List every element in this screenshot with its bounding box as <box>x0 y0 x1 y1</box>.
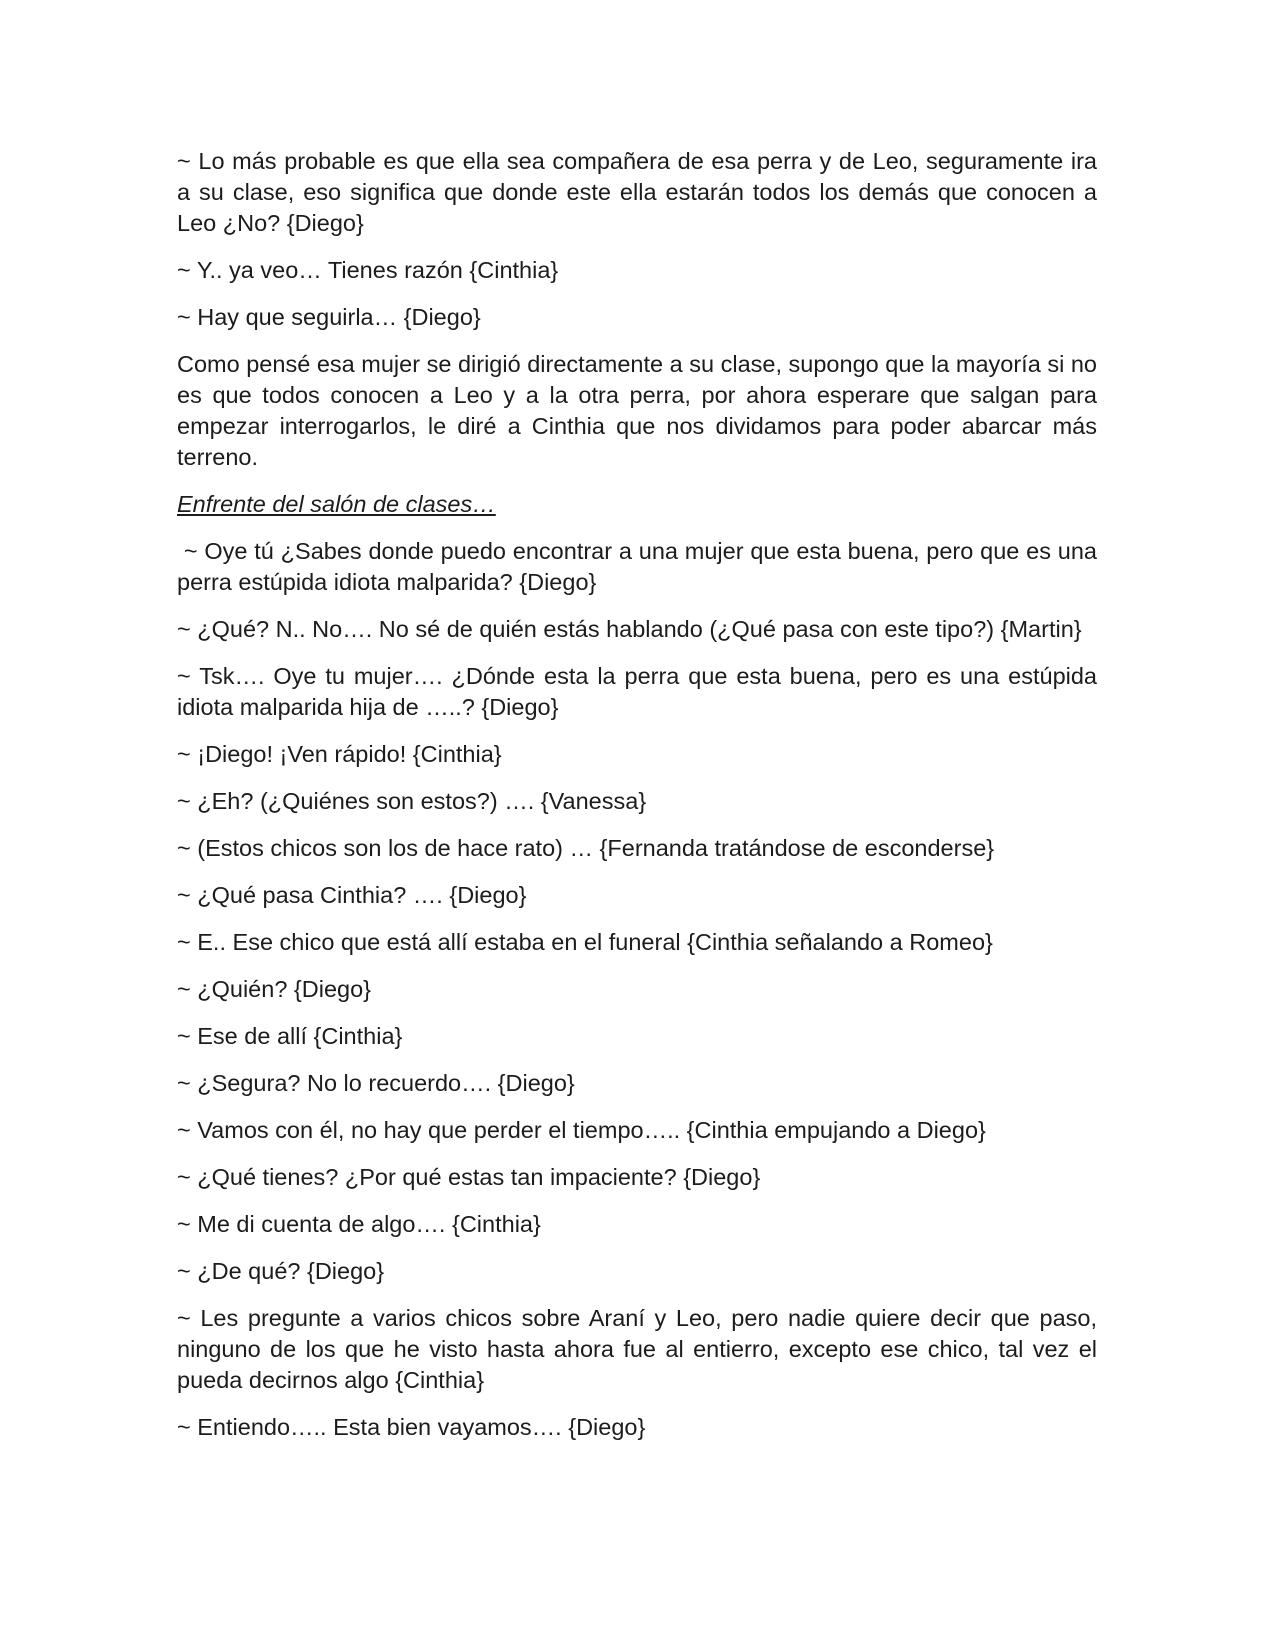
dialogue-line: ~ Vamos con él, no hay que perder el tiempo….. {Cinthia empujando a Diego} <box>177 1117 986 1143</box>
dialogue-line: ~ ¿Qué? N.. No…. No sé de quién estás hablando (¿Qué pasa con este tipo?) {Martin} <box>177 616 1082 642</box>
dialogue-line: ~ ¿Qué pasa Cinthia? …. {Diego} <box>177 882 527 908</box>
dialogue-line: ~ Lo más probable es que ella sea compañera de esa perra y de Leo, seguramente ira a su clase, eso significa que donde este ella estarán todos los demás que conocen a Leo ¿No? {Diego} <box>177 148 1097 236</box>
narration-paragraph: Como pensé esa mujer se dirigió directamente a su clase, supongo que la mayoría si no es que todos conocen a Leo y a la otra perra, por ahora esperare que salgan para empezar interrogarlos, le diré a Cinthia que nos dividamos para poder abarcar más terreno. <box>177 351 1097 470</box>
dialogue-line: ~ Y.. ya veo… Tienes razón {Cinthia} <box>177 257 559 283</box>
scene-heading: Enfrente del salón de clases… <box>177 491 496 517</box>
dialogue-line: ~ (Estos chicos son los de hace rato) … {Fernanda tratándose de esconderse} <box>177 835 995 861</box>
dialogue-line: ~ ¿De qué? {Diego} <box>177 1258 385 1284</box>
dialogue-line: ~ Les pregunte a varios chicos sobre Araní y Leo, pero nadie quiere decir que paso, ninguno de los que he visto hasta ahora fue al entierro, excepto ese chico, tal vez el pueda decirnos algo {Cinthia} <box>177 1305 1097 1393</box>
dialogue-line: ~ Me di cuenta de algo…. {Cinthia} <box>177 1211 541 1237</box>
dialogue-line: ~ Hay que seguirla… {Diego} <box>177 304 481 330</box>
dialogue-line: ~ ¿Eh? (¿Quiénes son estos?) …. {Vanessa} <box>177 788 647 814</box>
dialogue-line: ~ ¿Qué tienes? ¿Por qué estas tan impaciente? {Diego} <box>177 1164 761 1190</box>
dialogue-line: ~ Ese de allí {Cinthia} <box>177 1023 403 1049</box>
document-body <box>177 146 1104 1459</box>
dialogue-line: ~ ¿Segura? No lo recuerdo…. {Diego} <box>177 1070 575 1096</box>
dialogue-line: ~ Tsk…. Oye tu mujer…. ¿Dónde esta la perra que esta buena, pero es una estúpida idiota malparida hija de …..? {Diego} <box>177 663 1097 720</box>
dialogue-line: ~ Oye tú ¿Sabes donde puedo encontrar a una mujer que esta buena, pero que es una perra estúpida idiota malparida? {Diego} <box>177 538 1104 595</box>
dialogue-line: ~ ¿Quién? {Diego} <box>177 976 372 1002</box>
dialogue-line: ~ ¡Diego! ¡Ven rápido! {Cinthia} <box>177 741 502 767</box>
dialogue-line: ~ E.. Ese chico que está allí estaba en el funeral {Cinthia señalando a Romeo} <box>177 929 993 955</box>
dialogue-line: ~ Entiendo….. Esta bien vayamos…. {Diego} <box>177 1414 646 1440</box>
